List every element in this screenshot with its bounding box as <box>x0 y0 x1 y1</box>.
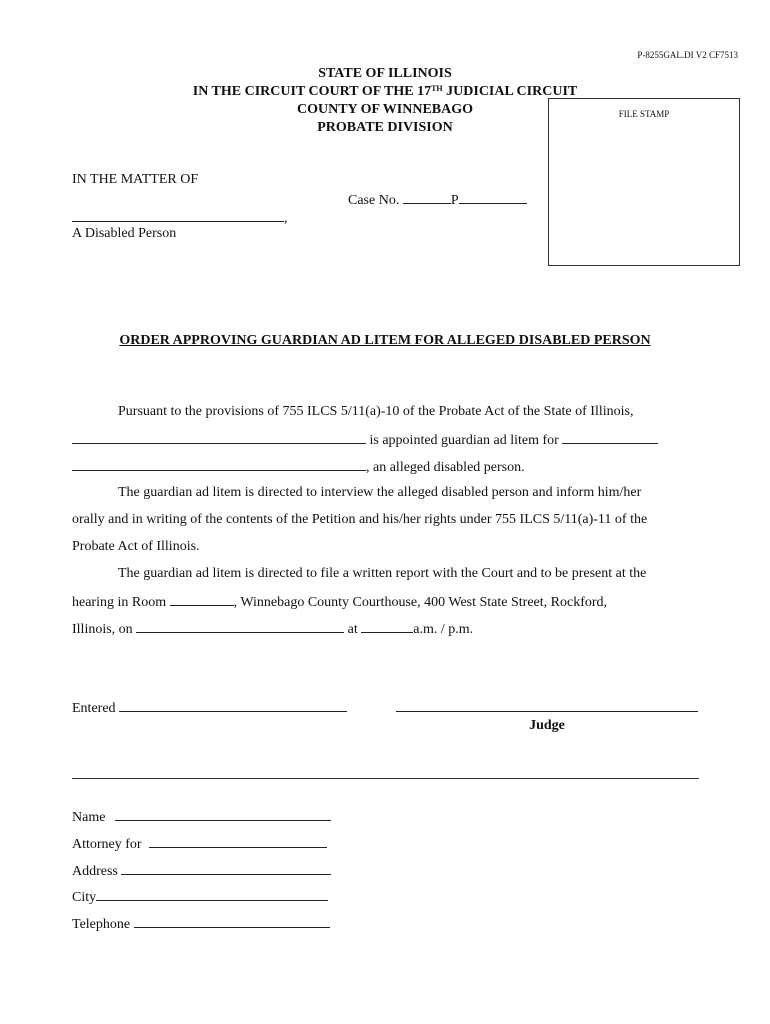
in-the-matter-of: IN THE MATTER OF <box>72 172 199 187</box>
hearing-room-label: hearing in Room <box>72 595 167 610</box>
address-label: Address <box>72 864 118 879</box>
city-blank[interactable] <box>96 888 328 901</box>
hearing-date-blank[interactable] <box>136 620 344 633</box>
p2-line2: orally and in writing of the contents of the Petition and his/her rights under 755 ILCS 5/11(a)-11 of the <box>72 512 648 527</box>
file-stamp-label: FILE STAMP <box>618 109 670 119</box>
entered-date-blank[interactable] <box>119 699 347 712</box>
case-p-blank[interactable] <box>459 191 527 204</box>
p3-line3 <box>72 620 473 638</box>
header-circuit-sup: TH <box>431 84 443 93</box>
alleged-text: , an alleged disabled person. <box>366 460 525 475</box>
section-divider <box>72 778 699 779</box>
case-no-blank[interactable] <box>403 191 451 204</box>
illinois-on-label: Illinois, on <box>72 622 133 637</box>
p2-line3: Probate Act of Illinois. <box>72 539 200 554</box>
header-division: PROBATE DIVISION <box>317 120 453 135</box>
disabled-person-name-row <box>72 209 288 227</box>
disabled-person-name-blank[interactable] <box>72 209 284 222</box>
case-number <box>348 191 527 209</box>
name-comma: , <box>284 211 288 226</box>
appointed-text: is appointed guardian ad litem for <box>369 433 559 448</box>
at-label: at <box>347 622 358 637</box>
telephone-label: Telephone <box>72 917 131 932</box>
case-p: P <box>450 193 459 208</box>
room-blank[interactable] <box>170 593 234 606</box>
ward-name-blank-2[interactable] <box>72 458 366 471</box>
ampm-label: a.m. / p.m. <box>413 622 474 637</box>
header-state: STATE OF ILLINOIS <box>318 66 452 81</box>
judge-signature-line[interactable] <box>396 711 698 712</box>
p1-line2 <box>72 431 658 449</box>
city-label: City <box>72 890 97 905</box>
attorney-for-label: Attorney for <box>72 837 142 852</box>
guardian-name-blank[interactable] <box>72 431 366 444</box>
header-circuit-pre: IN THE CIRCUIT COURT OF THE 17 <box>192 84 432 99</box>
address-blank[interactable] <box>121 862 331 875</box>
name-row <box>72 808 331 826</box>
judge-label: Judge <box>529 718 565 733</box>
header-county: COUNTY OF WINNEBAGO <box>296 102 474 117</box>
file-stamp-box <box>548 98 740 266</box>
courthouse-address: , Winnebago County Courthouse, 400 West State Street, Rockford, <box>233 595 608 610</box>
order-title: ORDER APPROVING GUARDIAN AD LITEM FOR ALLEGED DISABLED PERSON <box>119 333 651 348</box>
p1-line3 <box>72 458 525 476</box>
name-blank[interactable] <box>115 808 331 821</box>
case-no-label: Case No. <box>348 193 400 208</box>
court-header <box>160 65 610 137</box>
header-circuit <box>160 83 610 101</box>
header-circuit-post: JUDICIAL CIRCUIT <box>442 84 578 99</box>
p3-line1: The guardian ad litem is directed to file a written report with the Court and to be present at the <box>118 566 647 581</box>
p3-line2 <box>72 593 607 611</box>
attorney-for-row <box>72 835 327 853</box>
disabled-person-label: A Disabled Person <box>72 226 177 241</box>
hearing-time-blank[interactable] <box>361 620 413 633</box>
p1-line1: Pursuant to the provisions of 755 ILCS 5/11(a)-10 of the Probate Act of the State of Illinois, <box>118 404 634 419</box>
city-row <box>72 888 328 906</box>
address-row <box>72 862 331 880</box>
name-label: Name <box>72 810 106 825</box>
entered-row <box>72 699 347 717</box>
attorney-for-blank[interactable] <box>149 835 327 848</box>
ward-name-blank-1[interactable] <box>562 431 658 444</box>
telephone-blank[interactable] <box>134 915 330 928</box>
p2-line1: The guardian ad litem is directed to interview the alleged disabled person and inform him/her <box>118 485 642 500</box>
entered-label: Entered <box>72 701 116 716</box>
form-code: P-8255GAL.DI V2 CF7513 <box>637 50 738 60</box>
telephone-row <box>72 915 330 933</box>
